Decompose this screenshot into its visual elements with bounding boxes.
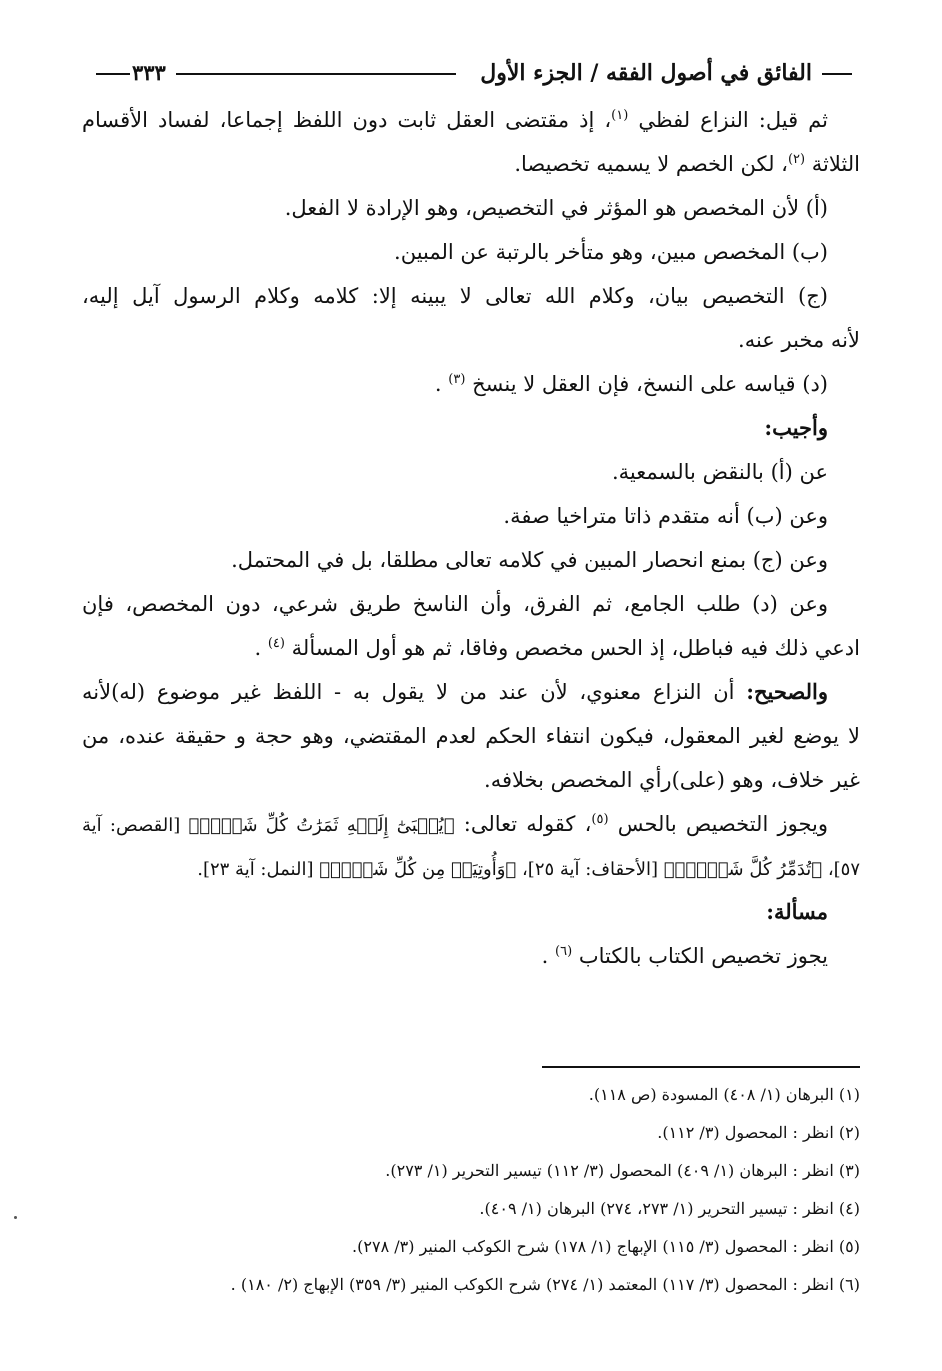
main-text (82, 98, 860, 978)
footnote-separator (542, 1066, 860, 1068)
text-line: (ج) التخصيص بيان، وكلام الله تعالى لا يبينه إلا: كلامه وكلام الرسول آيل إليه، (82, 284, 828, 308)
text-line: ادعي ذلك فيه فباطل، إذ الحس مخصص وفاقا، ثم هو أول المسألة $^{(٤)}$ . (254, 636, 860, 660)
text-line: (ب) المخصص مبين، وهو متأخر بالرتبة عن المبين. (394, 240, 828, 264)
text-line: ٥٧]، ﴿تُدَمِّرُ كُلَّ شَيۡءِۭ﴾ [الأحقاف: آية ٢٥]، ﴿وَأُوتِيَتۡ مِن كُلِّ شَيۡءٖ﴾ [النمل: آية ٢٣]. (197, 859, 860, 880)
footnote-ref: (٦) (555, 944, 573, 959)
text-line: وعن (ب) أنه متقدم ذاتا متراخيا صفة. (503, 504, 828, 528)
quran-verse: ﴿يُجۡبَىٰٓ إِلَيۡهِ ثَمَرَٰتُ كُلِّ شَيۡءٖ﴾ (188, 815, 455, 836)
footnote-ref: (٢) (787, 152, 806, 167)
section-heading: وأجيب: (764, 415, 828, 440)
footnote: (١) البرهان (١/ ٤٠٨) المسودة (ص ١١٨). (588, 1085, 860, 1104)
page-number: ٣٣٣ (132, 60, 166, 85)
footnote-ref: (٣) (448, 372, 466, 387)
footnote: (٥) انظر : المحصول (٣/ ١١٥) الإبهاج (١/ ١٧٨) شرح الكوكب المنير (٣/ ٢٧٨). (352, 1237, 860, 1256)
header-rule-middle (176, 73, 456, 75)
footnote-ref: (٥) (591, 812, 609, 827)
footnote: (٣) انظر : البرهان (١/ ٤٠٩) المحصول (٣/ ١١٢) تيسير التحرير (١/ ٢٧٣). (385, 1161, 860, 1180)
section-heading: مسألة: (766, 899, 828, 924)
text-line: ويجوز التخصيص بالحس $^{(٥)}$، كقوله تعالى: ﴿يُجۡبَىٰٓ إِلَيۡهِ ثَمَرَٰتُ كُلِّ شَيۡءٖ﴾ [القصص: آية (82, 812, 828, 836)
text-line: ثم قيل: النزاع لفظي $^{(١)}$، إذ مقتضى العقل ثابت دون اللفظ إجماعا، لفساد الأقسام (82, 108, 828, 132)
text-line: والصحيح: أن النزاع معنوي، لأن عند من لا يقول به - اللفظ غير موضوع (له)لأنه (82, 679, 828, 704)
text-line: وعن (ج) بمنع انحصار المبين في كلامه تعالى مطلقا، بل في المحتمل. (231, 548, 828, 572)
footnote: (٤) انظر : تيسير التحرير (١/ ٢٧٣، ٢٧٤) البرهان (١/ ٤٠٩). (479, 1199, 860, 1218)
footnote-ref: (٤) (267, 636, 285, 651)
quran-verse: ﴿وَأُوتِيَتۡ مِن كُلِّ شَيۡءٖ﴾ (319, 859, 517, 880)
text-line: الثلاثة $^{(٢)}$، لكن الخصم لا يسميه تخصيصا. (514, 152, 860, 176)
running-header (96, 54, 852, 94)
footnote: (٢) انظر : المحصول (٣/ ١١٢). (657, 1123, 860, 1142)
footnote-ref: (١) (611, 108, 629, 123)
bold-term: والصحيح: (746, 679, 828, 704)
text-line: غير خلاف، وهو (على)رأي المخصص بخلافه. (484, 768, 860, 792)
header-rule-left (96, 73, 130, 75)
header-rule-right (822, 73, 852, 75)
text-line: (د) قياسه على النسخ، فإن العقل لا ينسخ $^{(٣)}$ . (434, 372, 828, 396)
footnotes (100, 1076, 860, 1304)
text-line: لأنه مخبر عنه. (738, 328, 860, 352)
text-line: (أ) لأن المخصص هو المؤثر في التخصيص، وهو الإرادة لا الفعل. (284, 196, 828, 220)
text-line: عن (أ) بالنقض بالسمعية. (611, 460, 828, 484)
scan-speck (14, 1216, 17, 1219)
text-line: لا يوضع لغير المعقول، فيكون انتفاء الحكم لعدم المقتضي، وهو حجة و حقيقة عنده، من (82, 724, 860, 748)
text-line: وعن (د) طلب الجامع، ثم الفرق، وأن الناسخ طريق شرعي، دون المخصص، فإن (82, 592, 828, 616)
quran-verse: ﴿تُدَمِّرُ كُلَّ شَيۡءِۭ﴾ (663, 859, 823, 880)
footnote: (٦) انظر : المحصول (٣/ ١١٧) المعتمد (١/ ٢٧٤) شرح الكوكب المنير (٣/ ٣٥٩) الإبهاج (٢/ ١٨٠) . (230, 1275, 860, 1294)
book-title: الفائق في أصول الفقه / الجزء الأول (480, 60, 812, 86)
text-line: يجوز تخصيص الكتاب بالكتاب $^{(٦)}$ . (541, 944, 828, 968)
